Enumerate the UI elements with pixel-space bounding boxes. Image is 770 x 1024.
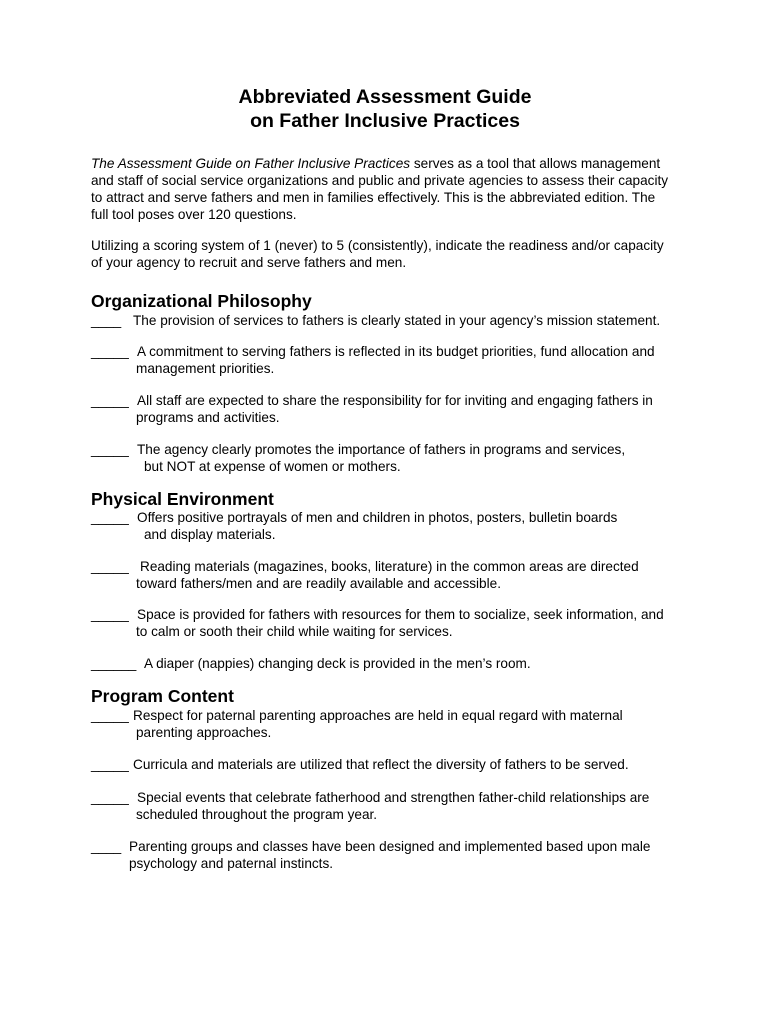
item-text-line-1: Space is provided for fathers with resources for them to socialize, seek information, and bbox=[137, 607, 664, 622]
checklist-item bbox=[91, 789, 650, 822]
item-text-line-1: Special events that celebrate fatherhood and strengthen father-child relationships are bbox=[137, 790, 650, 805]
item-text-line-1: A commitment to serving fathers is reflected in its budget priorities, fund allocation and bbox=[137, 344, 655, 359]
section-heading-program-content: Program Content bbox=[91, 686, 234, 706]
intro-line-3: to attract and serve fathers and men in families effectively. This is the abbreviated edition. The bbox=[91, 190, 656, 205]
item-text-line-1: Parenting groups and classes have been designed and implemented based upon male bbox=[129, 839, 651, 854]
item-text-line-2: to calm or sooth their child while waiting for services. bbox=[136, 624, 453, 639]
item-text-line-2: parenting approaches. bbox=[136, 725, 272, 740]
item-text-line-2: programs and activities. bbox=[136, 410, 280, 425]
intro-line-1-rest: serves as a tool that allows management bbox=[410, 156, 661, 171]
intro-line-1 bbox=[91, 155, 691, 172]
intro-paragraph bbox=[91, 155, 691, 223]
item-text-line-2: scheduled throughout the program year. bbox=[136, 807, 378, 822]
item-text-line-2: and display materials. bbox=[144, 527, 276, 542]
score-blank[interactable]: _____ bbox=[91, 559, 129, 574]
checklist-item bbox=[91, 312, 661, 329]
item-text-line-2: toward fathers/men and are readily available and accessible. bbox=[136, 576, 501, 591]
section-heading-organizational-philosophy: Organizational Philosophy bbox=[91, 291, 312, 311]
item-text-line-2: psychology and paternal instincts. bbox=[129, 856, 334, 871]
item-text-line-1: The provision of services to fathers is clearly stated in your agency’s mission statement. bbox=[133, 313, 661, 328]
scoring-line-2: of your agency to recruit and serve fathers and men. bbox=[91, 255, 407, 270]
checklist-item bbox=[91, 655, 531, 672]
score-blank[interactable]: _____ bbox=[91, 510, 129, 525]
score-blank[interactable]: _____ bbox=[91, 757, 129, 772]
score-blank[interactable]: _____ bbox=[91, 708, 129, 723]
checklist-item bbox=[91, 392, 653, 425]
checklist-item bbox=[91, 343, 655, 376]
item-text-line-1: Respect for paternal parenting approaches are held in equal regard with maternal bbox=[133, 708, 623, 723]
intro-line-4: full tool poses over 120 questions. bbox=[91, 207, 297, 222]
checklist-item bbox=[91, 606, 664, 639]
checklist-item bbox=[91, 558, 639, 591]
checklist-item bbox=[91, 509, 618, 542]
score-blank[interactable]: _____ bbox=[91, 442, 129, 457]
checklist-item bbox=[91, 441, 626, 474]
checklist-item bbox=[91, 756, 629, 773]
score-blank[interactable]: _____ bbox=[91, 393, 129, 408]
item-text-line-1: Reading materials (magazines, books, literature) in the common areas are directed bbox=[140, 559, 639, 574]
checklist-item bbox=[91, 838, 651, 871]
scoring-line-1: Utilizing a scoring system of 1 (never) to 5 (consistently), indicate the readiness and/or capacity bbox=[91, 238, 664, 253]
document-title-line-1: Abbreviated Assessment Guide bbox=[238, 86, 532, 108]
document-title-line-2: on Father Inclusive Practices bbox=[250, 110, 520, 132]
score-blank[interactable]: ____ bbox=[91, 313, 122, 328]
item-text-line-1: A diaper (nappies) changing deck is provided in the men’s room. bbox=[144, 656, 531, 671]
score-blank[interactable]: ____ bbox=[91, 839, 122, 854]
item-text-line-1: Curricula and materials are utilized that reflect the diversity of fathers to be served. bbox=[133, 757, 629, 772]
intro-line-2: and staff of social service organizations and public and private agencies to assess their capacity bbox=[91, 173, 669, 188]
score-blank[interactable]: _____ bbox=[91, 344, 129, 359]
score-blank[interactable]: _____ bbox=[91, 607, 129, 622]
scoring-paragraph bbox=[91, 237, 691, 271]
item-text-line-2: but NOT at expense of women or mothers. bbox=[144, 459, 401, 474]
intro-italic-title: The Assessment Guide on Father Inclusive Practices bbox=[91, 156, 411, 171]
item-text-line-1: All staff are expected to share the responsibility for for inviting and engaging fathers in bbox=[137, 393, 653, 408]
checklist-item bbox=[91, 707, 623, 740]
score-blank[interactable]: ______ bbox=[91, 656, 137, 671]
item-text-line-1: Offers positive portrayals of men and children in photos, posters, bulletin boards bbox=[137, 510, 618, 525]
item-text-line-2: management priorities. bbox=[136, 361, 275, 376]
section-heading-physical-environment: Physical Environment bbox=[91, 489, 274, 509]
score-blank[interactable]: _____ bbox=[91, 790, 129, 805]
item-text-line-1: The agency clearly promotes the importance of fathers in programs and services, bbox=[137, 442, 626, 457]
